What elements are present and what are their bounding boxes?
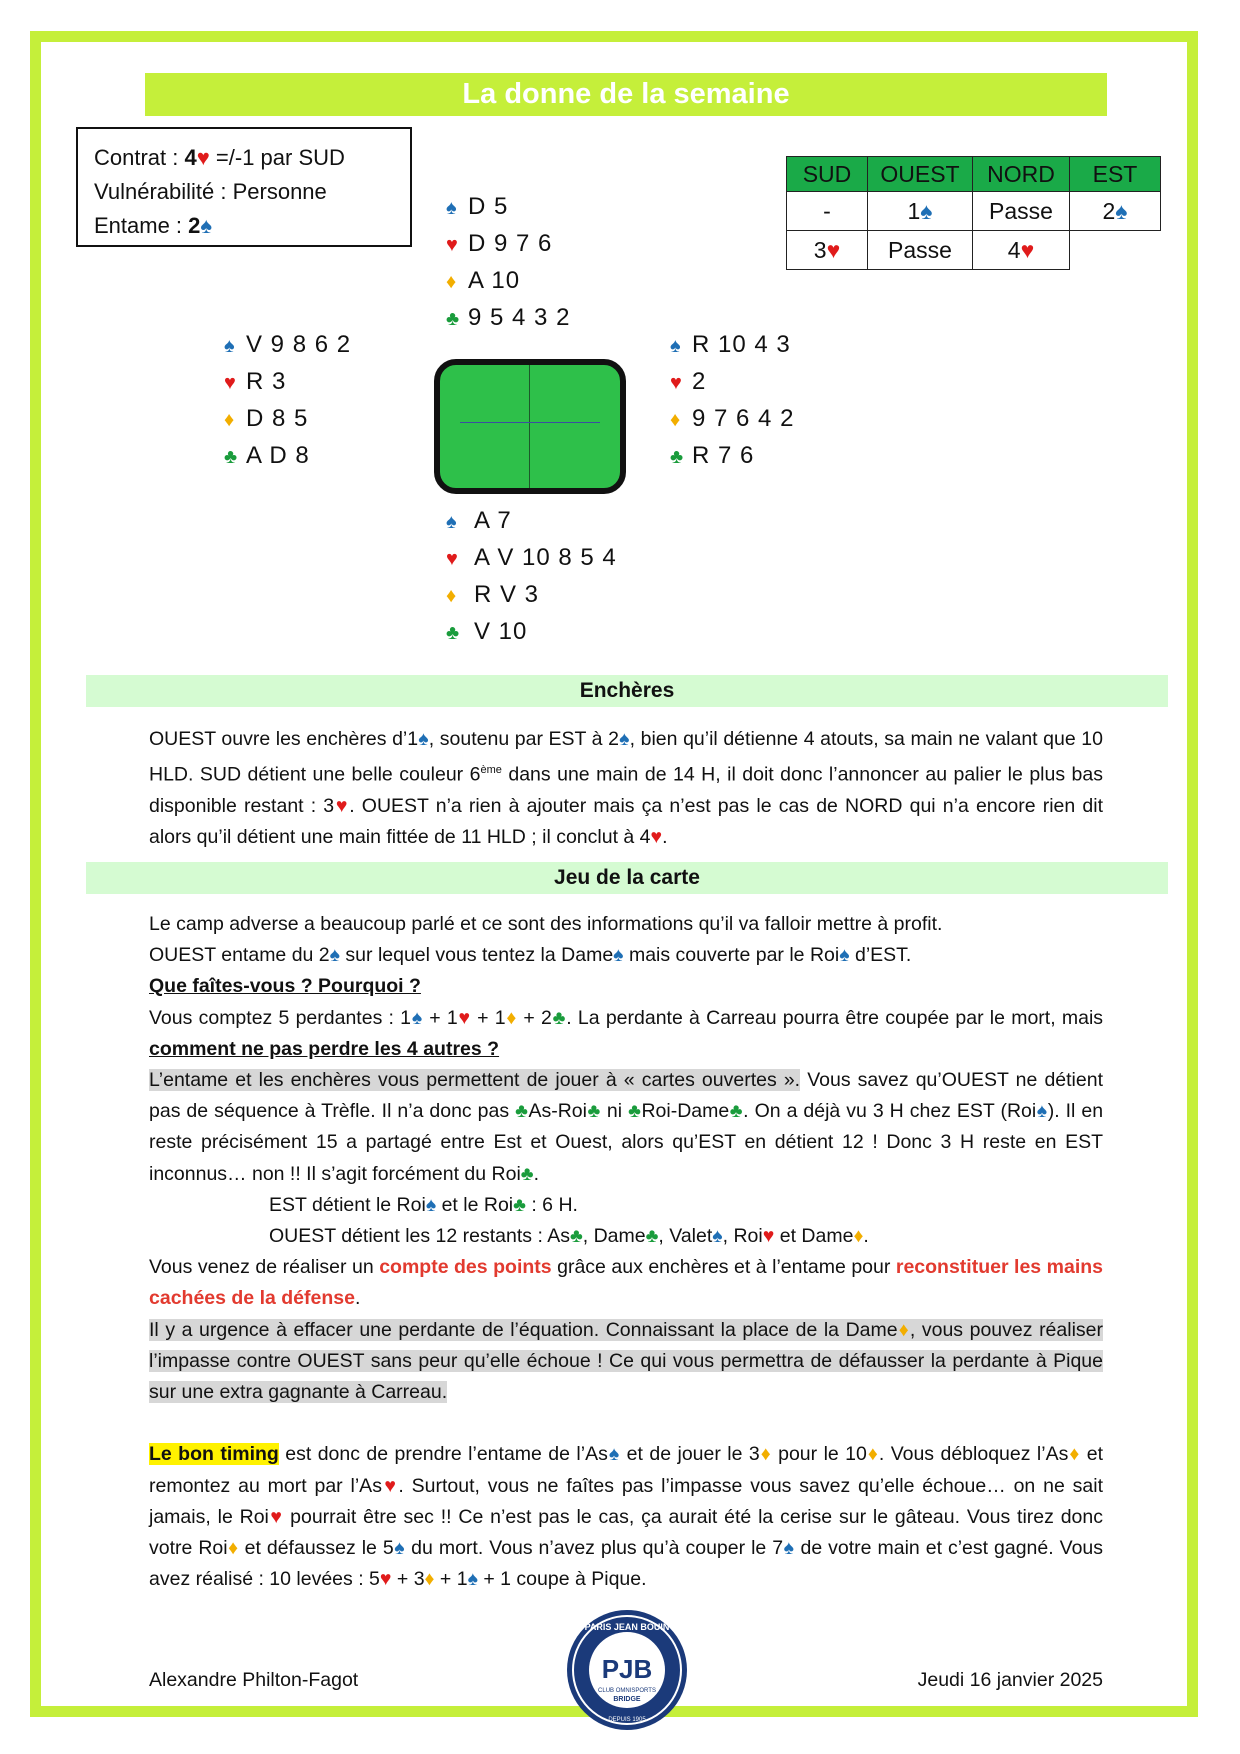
bidding-header: SUD xyxy=(787,157,868,192)
heart-icon: ♥ xyxy=(224,372,236,394)
diamond-icon: ♦ xyxy=(224,409,235,431)
bid-cell: 3♥ xyxy=(787,231,868,270)
bid-cell: Passe xyxy=(973,192,1070,231)
spade-icon: ♠ xyxy=(920,197,933,224)
section-jeu: Jeu de la carte xyxy=(86,862,1168,894)
bidding-header: NORD xyxy=(973,157,1070,192)
west-hand: ♠ V 9 8 6 2 ♥ R 3 ♦ D 8 5 ♣ A D 8 xyxy=(224,327,351,475)
spade-icon: ♠ xyxy=(446,511,457,533)
club-icon: ♣ xyxy=(446,622,460,644)
diamond-icon: ♦ xyxy=(446,585,457,607)
spade-icon: ♠ xyxy=(670,335,681,357)
bid-cell: Passe xyxy=(868,231,973,270)
heart-icon: ♥ xyxy=(670,372,682,394)
vulnerability-line: Vulnérabilité : Personne xyxy=(94,179,327,204)
heart-icon: ♥ xyxy=(1020,236,1035,263)
heart-icon: ♥ xyxy=(446,234,458,256)
spade-icon: ♠ xyxy=(446,197,457,219)
club-logo xyxy=(565,1608,689,1732)
heart-icon: ♥ xyxy=(826,236,841,263)
south-hand: ♠ A 7 ♥ A V 10 8 5 4 ♦ R V 3 ♣ V 10 xyxy=(446,503,617,651)
bridge-table xyxy=(434,359,626,494)
heart-icon: ♥ xyxy=(446,548,458,570)
svg-text:DEPUIS 1905: DEPUIS 1905 xyxy=(608,1717,646,1723)
spade-icon: ♠ xyxy=(224,335,235,357)
club-icon: ♣ xyxy=(670,446,684,468)
encheres-text: OUEST ouvre les enchères d’1♠, soutenu par EST à 2♠, bien qu’il détienne 4 atouts, sa main ne valant que 10 HLD. SUD détient une belle couleur 6ème dans une main de 14 H, il doit donc l’annoncer au palier le plus bas disponible restant : 3♥. OUEST n’a rien à ajouter mais ça n’est pas le cas de NORD qui n’a encore rien dit alors qu’il détient une main fittée de 11 HLD ; il conclut à 4♥. xyxy=(149,728,1103,849)
bid-cell: 1♠ xyxy=(868,192,973,231)
bid-cell: 4♥ xyxy=(973,231,1070,270)
club-icon: ♣ xyxy=(446,308,460,330)
svg-text:BRIDGE: BRIDGE xyxy=(613,1696,641,1703)
club-icon: ♣ xyxy=(224,446,238,468)
diamond-icon: ♦ xyxy=(670,409,681,431)
north-hand: ♠ D 5 ♥ D 9 7 6 ♦ A 10 ♣ 9 5 4 3 2 xyxy=(446,189,570,337)
page-title: La donne de la semaine xyxy=(145,73,1107,116)
svg-text:PARIS JEAN BOUIN: PARIS JEAN BOUIN xyxy=(584,1622,670,1632)
east-hand: ♠ R 10 4 3 ♥ 2 ♦ 9 7 6 4 2 ♣ R 7 6 xyxy=(670,327,794,475)
diamond-icon: ♦ xyxy=(446,271,457,293)
bid-cell: 2♠ xyxy=(1070,192,1161,231)
spade-icon: ♠ xyxy=(1115,197,1128,224)
author: Alexandre Philton-Fagot xyxy=(149,1669,359,1691)
bidding-header: OUEST xyxy=(868,157,973,192)
bid-cell: - xyxy=(787,192,868,231)
contract-box xyxy=(76,127,412,247)
contract-line: Contrat : 4♥ =/-1 par SUD xyxy=(94,145,345,170)
section-encheres: Enchères xyxy=(86,675,1168,707)
bidding-header: EST xyxy=(1070,157,1161,192)
date: Jeudi 16 janvier 2025 xyxy=(917,1669,1103,1691)
bidding-table xyxy=(786,156,1161,270)
svg-text:PJB: PJB xyxy=(601,1654,653,1684)
lead-line: Entame : 2♠ xyxy=(94,213,213,238)
svg-text:CLUB OMNISPORTS: CLUB OMNISPORTS xyxy=(598,1688,656,1694)
jeu-text: Le camp adverse a beaucoup parlé et ce sont des informations qu’il va falloir mettre à profit. OUEST entame du 2♠ sur lequel vous tentez la Dame♠ mais couverte par le Roi♠ d’EST. Que faîtes-vous ? Pourquoi ? Vous comptez 5 perdantes : 1♠ + 1♥ + 1♦ + 2♣. La perdante à Carreau pourra être coupée par le mort, mais comment ne pas perdre les 4 autres ? L’entame et les enchères vous permettent de jouer à « cartes ouvertes ». Vous savez qu’OUEST ne détient pas de séquence à Trèfle. Il n’a donc pas ♣As-Roi♣ ni ♣Roi-Dame♣. On a déjà vu 3 H chez EST (Roi♠). Il en reste précisément 15 a partagé entre Est et Ouest, alors qu’EST en détient 12 ! Donc 3 H reste en EST inconnus… non !! Il s’agit forcément du Roi♣. EST détient le Roi♠ et le Roi♣ : 6 H. OUEST détient les 12 restants : As♣, Dame♣, Valet♠, Roi♥ et Dame♦. Vous venez de réaliser un compte des points grâce aux enchères et à l’entame pour reconstituer les mains cachées de la défense. Il y a urgence à effacer une perdante de l’équation. Connaissant la place de la Dame♦, vous pouvez réaliser l’impasse contre OUEST sans peur qu’elle échoue ! Ce qui vous permettra de défausser la perdante à Pique sur une extra gagnante à Carreau. Le bon timing est donc de prendre l’entame de l’As♠ et de jouer le 3♦ pour le 10♦. Vous débloquez l’As♦ et remontez au mort par l’As♥. Surtout, vous ne faîtes pas l’impasse vous savez qu’elle échoue… on ne sait jamais, le Roi♥ pourrait être sec !! Ce n’est pas le cas, ça aurait été la cerise sur le gâteau. Vous tirez donc votre Roi♦ et défaussez le 5♠ du mort. Vous n’avez plus qu’à couper le 7♠ de votre main et c’est gagné. Vous avez réalisé : 10 levées : 5♥ + 3♦ + 1♠ + 1 coupe à Pique. xyxy=(149,913,1104,1591)
